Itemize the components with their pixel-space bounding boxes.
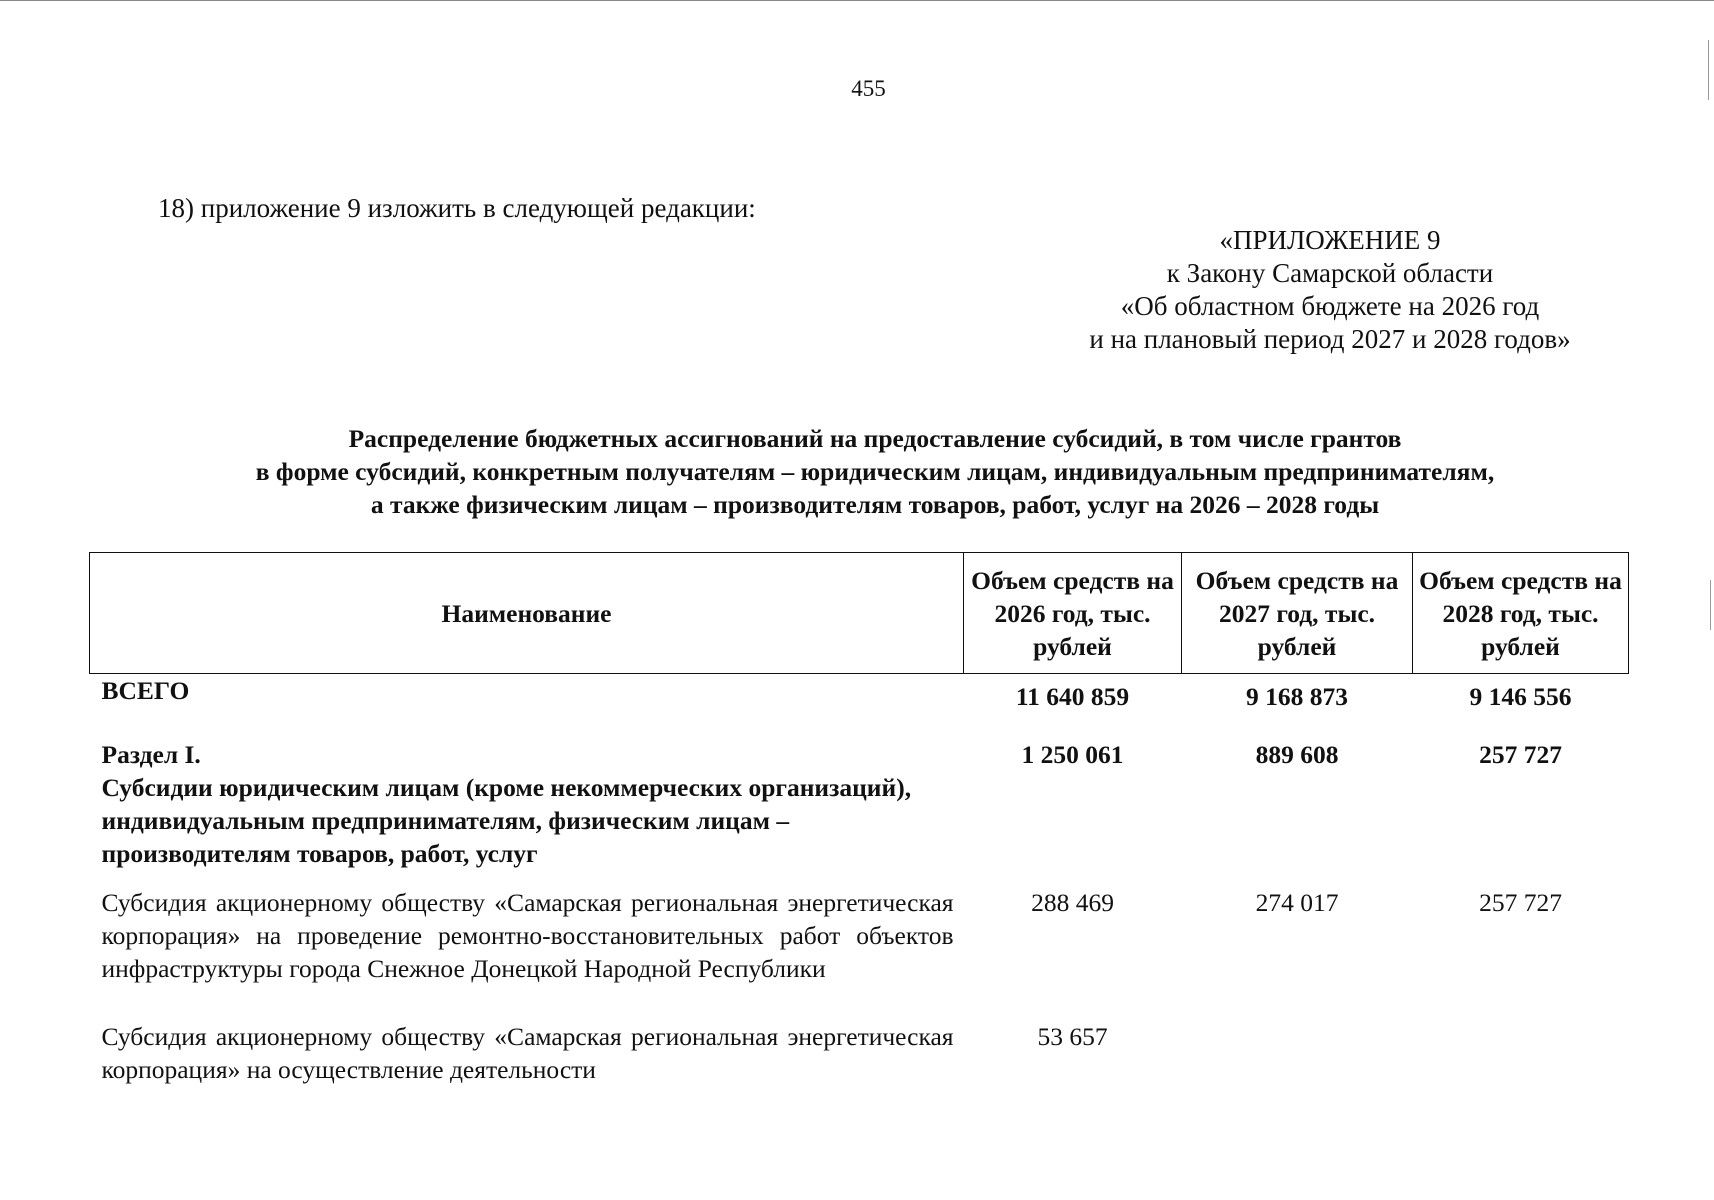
header-2026: Объем средств на 2026 год, тыс. рублей	[964, 553, 1182, 674]
total-2026: 11 640 859	[1015, 682, 1130, 711]
total-2027: 9 168 873	[1246, 682, 1348, 711]
item-2027	[1182, 1020, 1413, 1090]
item-2026: 288 469	[1031, 888, 1114, 917]
appendix-line: и на плановый период 2027 и 2028 годов»	[1089, 324, 1571, 354]
header-2027: Объем средств на 2027 год, тыс. рублей	[1182, 553, 1413, 674]
section-label: Раздел I.	[101, 740, 201, 769]
title-line: в форме субсидий, конкретным получателям – юридическим лицам, индивидуальным предпринимателям,	[255, 457, 1495, 486]
appendix-line: «Об областном бюджете на 2026 год	[1120, 291, 1540, 321]
section-name: Субсидии юридическим лицам (кроме некоммерческих организаций), индивидуальным предпринимателям, физическим лицам – производителям товаров, работ, услуг	[101, 773, 912, 868]
item-2028	[1413, 1020, 1629, 1090]
table-row-section	[90, 738, 1629, 886]
total-2028: 9 146 556	[1469, 682, 1572, 711]
document-title	[130, 422, 1620, 521]
item-2026: 53 657	[1037, 1022, 1108, 1051]
title-line: Распределение бюджетных ассигнований на предоставление субсидий, в том числе грантов	[348, 424, 1402, 453]
table-row	[90, 886, 1629, 1020]
item-name: Субсидия акционерному обществу «Самарская региональная энергетическая корпорация» на осуществление деятельности	[101, 1022, 954, 1084]
item-2028: 257 727	[1479, 888, 1562, 917]
section-cell	[90, 738, 964, 886]
scan-edge-mark	[1710, 580, 1711, 630]
section-2028: 257 727	[1479, 740, 1562, 769]
appendix-line: «ПРИЛОЖЕНИЕ 9	[1219, 225, 1441, 255]
total-label: ВСЕГО	[101, 676, 190, 705]
item-2027: 274 017	[1255, 888, 1339, 917]
header-2028: Объем средств на 2028 год, тыс. рублей	[1413, 553, 1629, 674]
appendix-line: к Закону Самарской области	[1166, 258, 1494, 288]
header-name: Наименование	[90, 553, 964, 674]
item-name: Субсидия акционерному обществу «Самарская региональная энергетическая корпорация» на проведение ремонтно-восстановительных работ объектов инфраструктуры города Снежное Донецкой Народной Республики	[101, 888, 954, 983]
appendix-header	[1050, 224, 1610, 356]
budget-table	[89, 552, 1629, 1090]
section-2027: 889 608	[1255, 740, 1339, 769]
intro-text: 18) приложение 9 изложить в следующей редакции:	[158, 193, 756, 223]
section-2026: 1 250 061	[1021, 740, 1124, 769]
table-row	[90, 1020, 1629, 1090]
table-row-total	[90, 674, 1629, 739]
table-header-row	[90, 553, 1629, 674]
scan-top-edge	[0, 0, 1714, 1]
page-number: 455	[851, 76, 886, 101]
title-line: а также физическим лицам – производителям товаров, работ, услуг на 2026 – 2028 годы	[370, 490, 1380, 519]
